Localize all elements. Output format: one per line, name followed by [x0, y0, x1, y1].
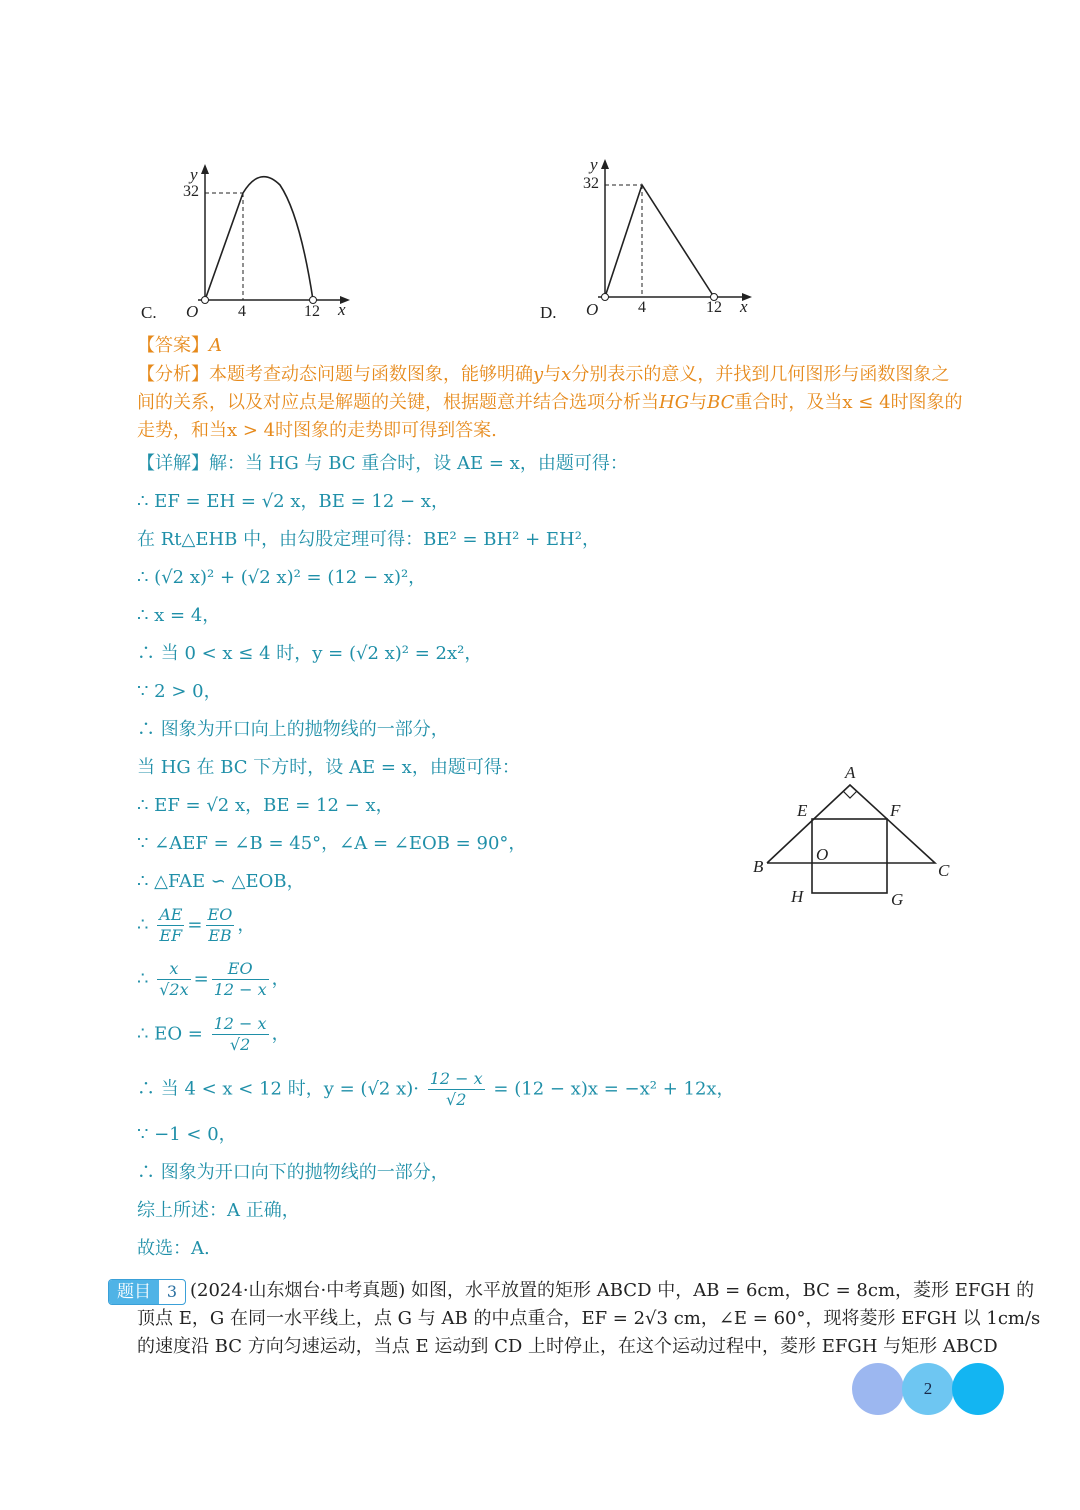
label-b: B	[753, 857, 764, 876]
right-angle-mark	[843, 791, 857, 798]
comma: ，	[271, 968, 290, 990]
analysis-text-1: 本题考查动态问题与函数图象，能够明确	[209, 364, 533, 385]
denominator: √2x	[159, 980, 189, 999]
denominator: √2	[446, 1090, 467, 1109]
graph-d-x-label: x	[740, 297, 748, 316]
graph-c-tick-12: 12	[304, 303, 320, 320]
detail-line-1: 【详解】解：当 HG 与 BC 重合时，设 AE = x，由题可得：	[137, 453, 628, 474]
label-c: C	[938, 861, 950, 880]
numerator: EO	[207, 905, 233, 924]
detail-line-8: ∴ 图象为开口向上的抛物线的一部分，	[137, 719, 449, 740]
detail-line-18: ∴ 图象为开口向下的抛物线的一部分，	[137, 1162, 449, 1183]
y-arrow	[601, 159, 609, 169]
analysis-text-4: 与	[689, 392, 708, 413]
detail-line-4: ∴ (√2 x)² + (√2 x)² = (12 − x)²，	[137, 567, 427, 588]
question-badge	[108, 1279, 186, 1305]
graph-c-tick-4: 4	[238, 303, 246, 320]
origin-point	[202, 297, 209, 304]
detail-line-19: 综上所述：A 正确，	[137, 1200, 300, 1221]
analysis-cond-1: x ≤ 4	[842, 392, 891, 413]
question-badge-number: 3	[166, 1282, 178, 1301]
page-number-circle	[902, 1363, 954, 1415]
eo-equals: ∴ EO =	[137, 1023, 203, 1045]
detail-line-15	[137, 1014, 290, 1055]
denominator: EB	[208, 926, 232, 945]
page-deco-right	[952, 1363, 1004, 1415]
numerator: 12 − x	[213, 1014, 267, 1033]
option-d-label: D.	[540, 303, 557, 322]
label-g: G	[891, 890, 904, 909]
fraction-ae-ef	[157, 905, 184, 946]
numerator: AE	[159, 905, 183, 924]
formula-suffix: = (12 − x)x = −x² + 12x，	[493, 1078, 735, 1100]
analysis-text-6: 时图象的走势，和当	[137, 392, 963, 441]
answer-value: A	[209, 335, 222, 356]
detail-line-3: 在 Rt△EHB 中，由勾股定理可得：BE² = BH² + EH²，	[137, 529, 600, 550]
graph-c-y-tick: 32	[183, 183, 199, 200]
label-e: E	[797, 801, 808, 820]
answer-tag: 【答案】	[137, 335, 209, 356]
formula-prefix: ∴ 当 4 < x < 12 时，y = (√2 x)·	[137, 1078, 419, 1100]
detail-line-5: ∴ x = 4，	[137, 605, 221, 626]
analysis-text-2: 与	[543, 364, 562, 385]
analysis-var-x: x	[561, 364, 572, 385]
analysis-cond-2: x > 4	[227, 420, 276, 441]
graph-c-y-label: y	[190, 165, 198, 184]
geometry-figure	[745, 760, 965, 910]
graph-d-y-tick: 32	[583, 175, 599, 192]
detail-line-12: ∴ △FAE ∽ △EOB，	[137, 871, 305, 892]
denominator: √2	[229, 1035, 251, 1054]
question-line-2: 顶点 E，G 在同一水平线上，点 G 与 AB 的中点重合，EF = 2√3 cm，∠E = 60°，现将菱形 EFGH 以 1cm/s	[137, 1308, 1041, 1329]
analysis-text-7: 时图象的走势即可得到答案.	[275, 420, 497, 441]
analysis-text-3: 分别表示的意义，并找到几何图形与函数图象之间的关系，以及对应点是解题的关键，根据题意并结合选项分析当	[137, 364, 950, 413]
graph-d-y-label: y	[590, 155, 598, 174]
comma: ，	[237, 914, 256, 936]
label-f: F	[890, 801, 901, 820]
graph-d	[530, 155, 770, 325]
option-c-label: C.	[141, 303, 157, 322]
analysis-var-y: y	[533, 364, 544, 385]
detail-line-13: ∴ $\frac{AE}{EF}$ = $\frac{EO}{EB}$ ，	[137, 905, 256, 945]
therefore-sign: ∴	[137, 914, 149, 936]
fraction-12x-root2	[428, 1069, 485, 1110]
fraction-eo-12x	[212, 959, 269, 1000]
analysis-bc: BC	[707, 392, 735, 413]
question-line-1: (2024·山东烟台·中考真题) 如图，水平放置的矩形 ABCD 中，AB = 6cm，BC = 8cm，菱形 EFGH 的	[190, 1280, 1035, 1301]
detail-line-6: ∴ 当 0 < x ≤ 4 时，y = (√2 x)² = 2x²，	[137, 643, 483, 664]
analysis-hg: HG	[659, 392, 690, 413]
curve-c	[205, 177, 313, 300]
label-h: H	[791, 887, 804, 906]
page-deco-left	[852, 1363, 904, 1415]
numerator: x	[157, 959, 190, 980]
numerator: 12 − x	[429, 1069, 483, 1088]
label-a: A	[845, 763, 856, 782]
detail-line-17: ∵ −1 < 0，	[137, 1124, 237, 1145]
fraction-eo-eb	[206, 905, 235, 946]
graph-d-origin: O	[586, 300, 599, 319]
analysis-paragraph	[137, 361, 967, 445]
graph-c-origin: O	[186, 302, 199, 321]
comma: ，	[271, 1023, 290, 1045]
denominator: 12 − x	[213, 980, 267, 999]
graph-c-x-label: x	[338, 300, 346, 319]
fraction-x-root2x	[157, 959, 190, 1000]
origin-point	[602, 294, 609, 301]
label-o: O	[816, 845, 829, 864]
graph-d-tick-12: 12	[706, 299, 722, 316]
detail-line-7: ∵ 2 > 0，	[137, 681, 222, 702]
numerator: EO	[212, 959, 269, 980]
detail-line-16	[137, 1069, 735, 1110]
therefore-sign: ∴	[137, 968, 149, 990]
detail-line-20: 故选：A.	[137, 1238, 210, 1259]
graph-d-tick-4: 4	[638, 299, 646, 316]
analysis-tag: 【分析】	[137, 364, 209, 385]
answer-line	[137, 333, 222, 359]
denominator: EF	[159, 926, 183, 945]
y-arrow	[201, 164, 209, 174]
detail-line-9: 当 HG 在 BC 下方时，设 AE = x，由题可得：	[137, 757, 520, 778]
detail-line-11: ∵ ∠AEF = ∠B = 45°，∠A = ∠EOB = 90°，	[137, 833, 527, 854]
fraction-12x-root2	[212, 1014, 269, 1055]
detail-line-14: ∴ $\frac{x}{√2x}$ = $\frac{EO}{12 - x}$ ，	[137, 959, 290, 999]
page-number: 2	[923, 1379, 933, 1398]
question-badge-label: 题目	[109, 1280, 159, 1304]
curve-d	[605, 185, 714, 297]
detail-line-2: ∴ EF = EH = √2 x，BE = 12 − x，	[137, 491, 449, 512]
detail-line-10: ∴ EF = √2 x，BE = 12 − x，	[137, 795, 394, 816]
analysis-text-5: 重合时，及当	[734, 392, 843, 413]
question-line-3: 的速度沿 BC 方向匀速运动，当点 E 运动到 CD 上时停止，在这个运动过程中，菱形 EFGH 与矩形 ABCD	[137, 1336, 998, 1357]
